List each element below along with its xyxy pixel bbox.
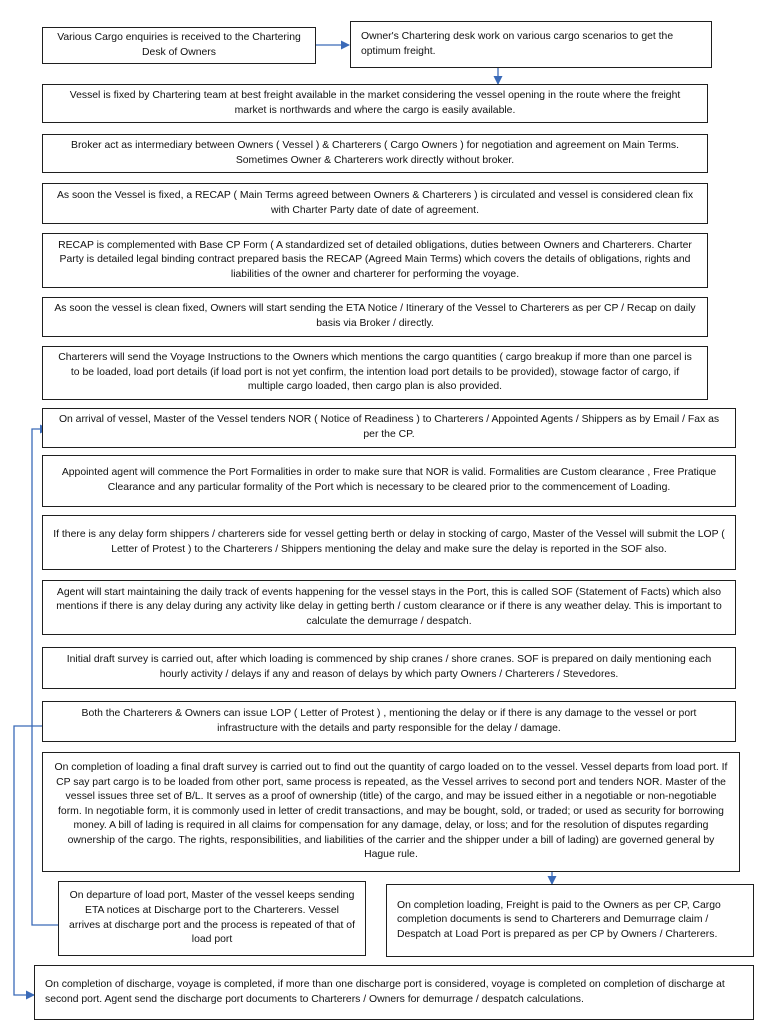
box-lop-both-parties (42, 701, 736, 742)
box-draft-survey-loading (42, 647, 736, 689)
box-freight-paid-text: On completion loading, Freight is paid to the Owners as per CP, Cargo completion documents is send to Charterers and Demurrage claim / Despatch at Load Port is prepared as per CP by Owners / Charterers. (397, 899, 721, 940)
box-voyage-instructions-text: Charterers will send the Voyage Instructions to the Owners which mentions the cargo quantities ( cargo breakup if more than one parcel is to be loaded, load port details (if load port is not yet confirm, the intention load port details to be provided), stowage factor of cargo, if multiple cargo loaded, then cargo plan is also provided. (58, 352, 692, 393)
box-departure-load-port (58, 881, 366, 956)
box-completion-of-discharge (34, 965, 754, 1020)
box-chartering-desk-scenarios-text: Owner's Chartering desk work on various cargo scenarios to get the optimum freight. (361, 30, 674, 57)
box-letter-of-protest-delay-text: If there is any delay form shippers / charterers side for vessel getting berth or delay in stocking of cargo, Master of the Vessel will submit the LOP ( Letter of Protest ) to the Charterers / Shippers mentioning the delay and make sure the delay is reported in the SOF also. (53, 528, 725, 555)
box-sof-tracking-text: Agent will start maintaining the daily track of events happening for the vessel stays in the Port, this is called SOF (Statement of Facts) which also mentions if there is any delay during any activity like delay in getting berth / custom clearance or if there is any weather delay. This is important to calculate the demurrage / despatch. (56, 586, 722, 627)
box-recap-circulated (42, 183, 708, 224)
box-recap-base-cp (42, 233, 708, 288)
box-recap-circulated-text: As soon the Vessel is fixed, a RECAP ( Main Terms agreed between Owners & Charterers ) is circulated and vessel is considered clean fix with Charter Party date of date of agreement. (56, 189, 694, 216)
box-nor-tender-text: On arrival of vessel, Master of the Vessel tenders NOR ( Notice of Readiness ) to Charterers / Appointed Agents / Shippers as by Email / Fax as per the CP. (58, 414, 720, 440)
box-recap-base-cp-text: RECAP is complemented with Base CP Form ( A standardized set of detailed obligations, duties between Owners and Charterers. Charter Party is detailed legal binding contract prepared basis the RECAP (Agreed Main Terms) which covers the details of obligations, rights and liabilities of the owner and charterer for performing the voyage. (58, 239, 692, 280)
box-cargo-enquiries (42, 27, 316, 64)
box-completion-of-discharge-text: On completion of discharge, voyage is completed, if more than one discharge port is considered, voyage is completed on completion of discharge at second port. Agent send the discharge port documents to Charterers / Owners for demurrage / despatch calculations. (45, 978, 725, 1005)
box-broker-intermediary (42, 134, 708, 173)
box-eta-notice (42, 297, 708, 337)
box-voyage-instructions (42, 346, 708, 400)
box-sof-tracking (42, 580, 736, 635)
arrow-lop-to-discharge (14, 726, 42, 995)
box-freight-paid (386, 884, 754, 957)
box-vessel-fixed (42, 84, 708, 123)
box-chartering-desk-scenarios (350, 21, 712, 68)
box-letter-of-protest-delay (42, 515, 736, 570)
box-draft-survey-loading-text: Initial draft survey is carried out, after which loading is commenced by ship cranes / shore cranes. SOF is prepared on daily mentioning each hourly activity / delays if any and reason of delays by which party Owners / Charterers / Stevedores. (66, 654, 712, 680)
box-cargo-enquiries-text: Various Cargo enquiries is received to the Chartering Desk of Owners (57, 31, 301, 58)
box-nor-tender (42, 408, 736, 448)
box-departure-load-port-text: On departure of load port, Master of the vessel keeps sending ETA notices at Discharge port to the Charterers. Vessel arrives at discharge port and the process is repeated of that of load port (69, 890, 355, 946)
box-lop-both-parties-text: Both the Charterers & Owners can issue LOP ( Letter of Protest ) , mentioning the delay or if there is any damage to the vessel or port infrastructure with the details and party responsible for the delay / damage. (81, 707, 697, 734)
box-port-formalities-text: Appointed agent will commence the Port Formalities in order to make sure that NOR is valid. Formalities are Custom clearance , Free Pratique Clearance and any particular formality of the Port which is necessary to be cleared prior to the commencement of Loading. (61, 467, 717, 493)
box-port-formalities (42, 455, 736, 507)
box-vessel-fixed-text: Vessel is fixed by Chartering team at best freight available in the market considering the vessel opening in the route where the freight market is northwards and where the cargo is easily available. (69, 89, 681, 116)
box-completion-of-loading (42, 752, 740, 872)
box-broker-intermediary-text: Broker act as intermediary between Owners ( Vessel ) & Charterers ( Cargo Owners ) for negotiation and agreement on Main Terms. Sometimes Owner & Charterers work directly without broker. (71, 139, 679, 166)
box-eta-notice-text: As soon the vessel is clean fixed, Owners will start sending the ETA Notice / Itinerary of the Vessel to Charterers as per CP / Recap on daily basis via Broker / directly. (54, 303, 696, 329)
box-completion-of-loading-text: On completion of loading a final draft survey is carried out to find out the quantity of cargo loaded on to the vessel. Vessel departs from load port. If CP say part cargo is to be loaded from other port, same process is repeated, as the Vessel arrives to second port and tenders NOR. Master of the vessel issues three set of B/L. It serves as a proof of ownership (title) of the cargo, and may be issued either in a negotiable or non-negotiable form. In negotiable form, it is commonly used in letter of credit transactions, and may be bought, sold, or traded; or used as security for borrowing money. A bill of lading is required in all claims for compensation for any damage, delay, or loss; and for the resolution of disputes regarding ownership of the cargo. The rights, responsibilities, and liabilities of the carrier and the shipper under a bill of lading) are governed general by Hague rule. (54, 761, 728, 861)
